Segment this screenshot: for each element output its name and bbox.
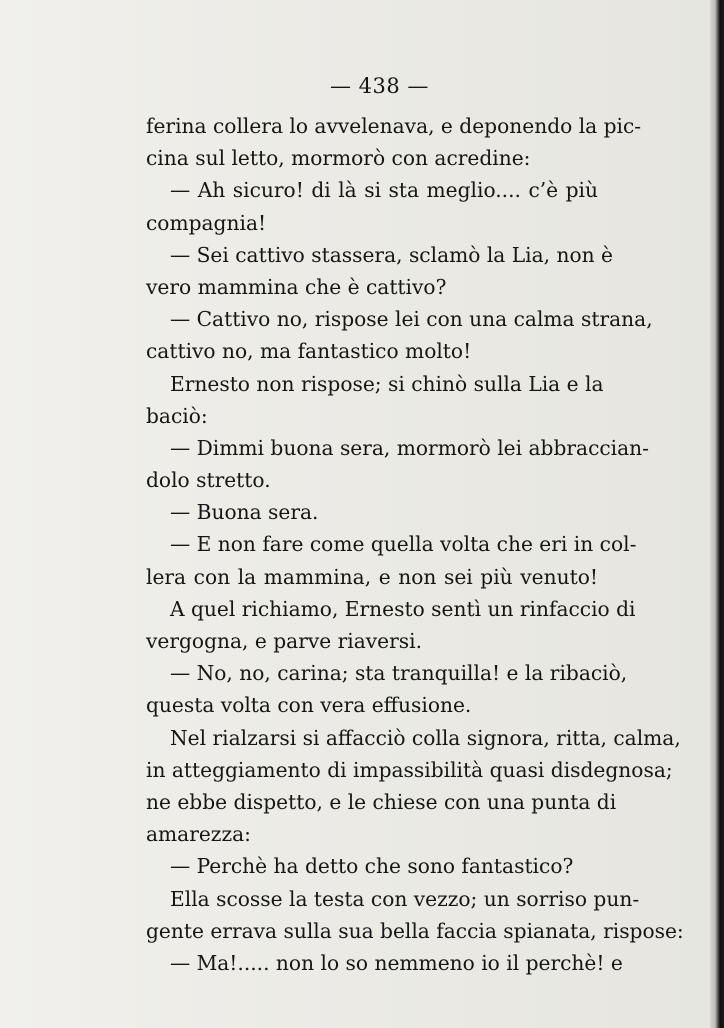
text-line: — No, no, carina; sta tranquilla! e la ribaciò, — [170, 661, 628, 686]
text-line: cattivo no, ma fantastico molto! — [146, 339, 472, 364]
text-line: gente errava sulla sua bella faccia spianata, rispose: — [146, 918, 684, 943]
text-line: — Ma!..... non lo so nemmeno io il perchè! e — [170, 950, 623, 975]
text-line: baciò: — [146, 403, 208, 428]
text-line: questa volta con vera effusione. — [146, 693, 472, 718]
text-line: dolo stretto. — [146, 468, 271, 493]
text-line: A quel richiamo, Ernesto sentì un rinfaccio di — [170, 596, 636, 621]
text-line: lera con la mammina, e non sei più venuto! — [146, 564, 598, 589]
text-line: compagnia! — [146, 210, 267, 235]
text-line: cina sul letto, mormorò con acredine: — [146, 146, 531, 171]
text-line: — E non fare come quella volta che eri in col- — [170, 532, 637, 557]
text-line: Nel rialzarsi si affacciò colla signora, ritta, calma, — [170, 725, 681, 750]
text-line: — Perchè ha detto che sono fantastico? — [170, 854, 574, 879]
text-line: amarezza: — [146, 822, 251, 847]
text-line: ne ebbe dispetto, e le chiese con una punta di — [146, 789, 617, 814]
text-line: in atteggiamento di impassibilità quasi disdegnosa; — [146, 757, 673, 782]
text-line: vero mammina che è cattivo? — [146, 274, 447, 299]
text-line: — Dimmi buona sera, mormorò lei abbraccian- — [170, 435, 649, 460]
text-line: — Cattivo no, rispose lei con una calma strana, — [170, 307, 653, 332]
body-text — [146, 110, 684, 979]
text-line: — Ah sicuro! di là si sta meglio.... c’è più — [170, 178, 598, 203]
text-line: — Sei cattivo stassera, sclamò la Lia, non è — [170, 242, 613, 267]
page-number: — 438 — — [330, 74, 429, 98]
text-line: Ella scosse la testa con vezzo; un sorriso pun- — [170, 886, 640, 911]
page-binding-edge — [710, 0, 724, 1028]
text-line: Ernesto non rispose; si chinò sulla Lia e la — [170, 371, 604, 396]
text-line: — Buona sera. — [170, 500, 319, 525]
text-line: vergogna, e parve riaversi. — [146, 629, 422, 653]
text-line: ferina collera lo avvelenava, e deponendo la pic- — [146, 114, 642, 138]
